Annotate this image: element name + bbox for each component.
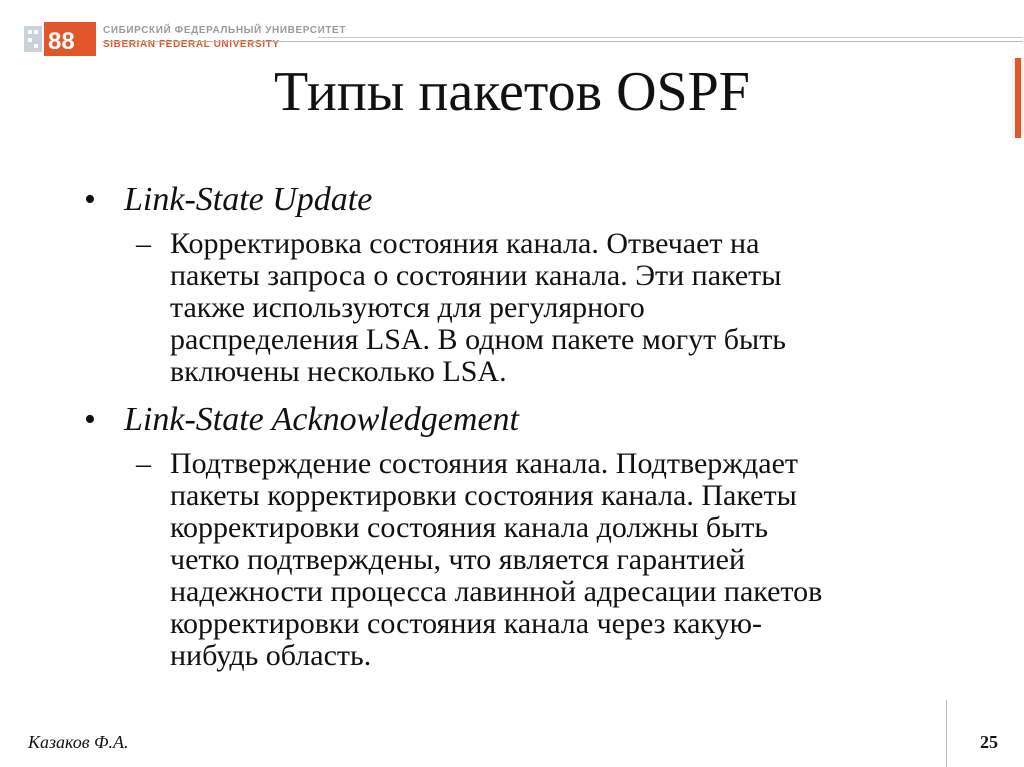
sub-item-line: Подтверждение состояния канала. Подтверждает xyxy=(170,447,799,480)
university-name-en: SIBERIAN FEDERAL UNIVERSITY xyxy=(103,39,280,50)
sub-item-line: пакеты запроса о состоянии канала. Эти пакеты xyxy=(170,259,782,292)
header-divider-top xyxy=(318,37,1023,38)
sub-item-line: корректировки состояния канала должны быть xyxy=(170,511,769,544)
footer-author: Казаков Ф.А. xyxy=(28,732,129,752)
bullet-heading: Link-State Acknowledgement xyxy=(124,401,519,438)
dash-marker: – xyxy=(136,227,151,260)
svg-text:88: 88 xyxy=(48,28,75,55)
sub-item-line: корректировки состояния канала через какую- xyxy=(170,607,763,640)
sub-item-line: пакеты корректировки состояния канала. Пакеты xyxy=(170,479,797,512)
sub-item-line: включены несколько LSA. xyxy=(170,355,507,388)
university-name xyxy=(103,24,346,52)
sub-item-link-state-acknowledgement xyxy=(78,448,978,672)
slide-body xyxy=(78,178,978,682)
sub-item-line: четко подтверждены, что является гарантией xyxy=(170,543,746,576)
sub-item-line: распределения LSA. В одном пакете могут быть xyxy=(170,323,786,356)
bullet-marker: • xyxy=(84,181,96,218)
slide-title: Типы пакетов OSPF xyxy=(274,61,750,123)
footer-divider xyxy=(946,700,947,767)
sub-item-line: Корректировка состояния канала. Отвечает на xyxy=(170,227,760,260)
page-number: 25 xyxy=(980,732,998,752)
sfu-logo-icon xyxy=(24,22,96,56)
university-name-ru: СИБИРСКИЙ ФЕДЕРАЛЬНЫЙ УНИВЕРСИТЕТ xyxy=(103,25,347,36)
header-divider xyxy=(103,41,1023,42)
dash-marker: – xyxy=(136,447,151,480)
bullet-marker: • xyxy=(84,401,96,438)
sub-item-line: надежности процесса лавинной адресации пакетов xyxy=(170,575,823,608)
bullet-item-link-state-update xyxy=(78,178,978,222)
bullet-heading: Link-State Update xyxy=(124,181,373,218)
bullet-item-link-state-acknowledgement xyxy=(78,398,978,442)
sub-item-link-state-update xyxy=(78,228,978,388)
sub-item-line: нибудь область. xyxy=(170,639,372,672)
sub-item-line: также используются для регулярного xyxy=(170,291,645,324)
